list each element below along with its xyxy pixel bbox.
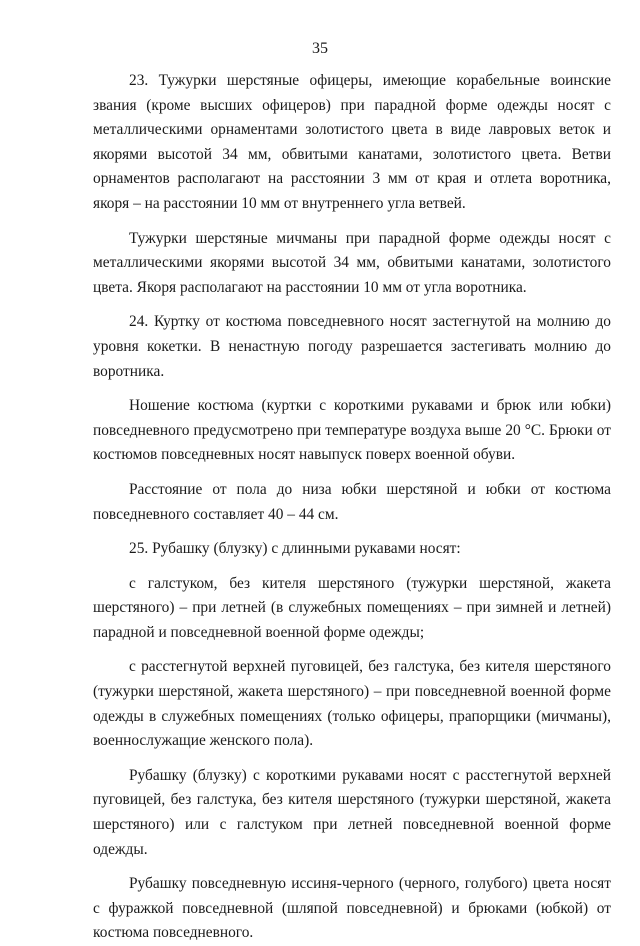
paragraph-23-tunic-ornaments: 23. Тужурки шерстяные офицеры, имеющие корабельные воинские звания (кроме высших офицеров) при парадной форме одежды носят с металлическими орнаментами золотистого цвета в виде лавровых веток и якорями высотой 34 мм, обвитыми канатами, золотистого цвета. Ветви орнаментов располагают на расстоянии 3 мм от края и отлета воротника, якоря – на расстоянии 10 мм от внутреннего угла ветвей.	[93, 72, 611, 212]
paragraph-unbuttoned-collar: с расстегнутой верхней пуговицей, без галстука, без кителя шерстяного (тужурки шерстяной, жакета шерстяного) – при повседневной военной форме одежды в служебных помещениях (только офицеры, прапорщики (мичманы), военнослужащие женского пола).	[93, 658, 611, 750]
paragraph-25-long-sleeve-shirt: 25. Рубашку (блузку) с длинными рукавами носят:	[129, 540, 461, 558]
document-body	[93, 69, 611, 946]
page-number: 35	[312, 40, 328, 57]
paragraph-warrant-officer-anchors: Тужурки шерстяные мичманы при парадной форме одежды носят с металлическими якорями высотой 34 мм, обвитыми канатами, золотистого цвета. Якоря располагают на расстоянии 10 мм от угла воротника.	[93, 229, 611, 296]
paragraph-dark-blue-shirt: Рубашку повседневную иссиня-черного (черного, голубого) цвета носят с фуражкой повседневной (шляпой повседневной) и брюками (юбкой) от костюма повседневного.	[93, 875, 611, 942]
paragraph-skirt-length: Расстояние от пола до низа юбки шерстяной и юбки от костюма повседневного составляет 40 – 44 см.	[93, 480, 611, 523]
paragraph-suit-temperature: Ношение костюма (куртки с короткими рукавами и брюк или юбки) повседневного предусмотрено при температуре воздуха выше 20 °С. Брюки от костюмов повседневных носят навыпуск поверх военной обуви.	[93, 397, 611, 464]
paragraph-with-tie: с галстуком, без кителя шерстяного (тужурки шерстяной, жакета шерстяного) – при летней (в служебных помещениях – при зимней и летней) парадной и повседневной военной форме одежды;	[93, 574, 611, 641]
paragraph-24-jacket-zipper: 24. Куртку от костюма повседневного носят застегнутой на молнию до уровня кокетки. В ненастную погоду разрешается застегивать молнию до воротника.	[93, 313, 611, 380]
paragraph-short-sleeve-shirt: Рубашку (блузку) с короткими рукавами носят с расстегнутой верхней пуговицей, без галстука, без кителя шерстяного (тужурки шерстяной, жакета шерстяного) или с галстуком при летней повседневной военной форме одежды.	[93, 766, 611, 858]
